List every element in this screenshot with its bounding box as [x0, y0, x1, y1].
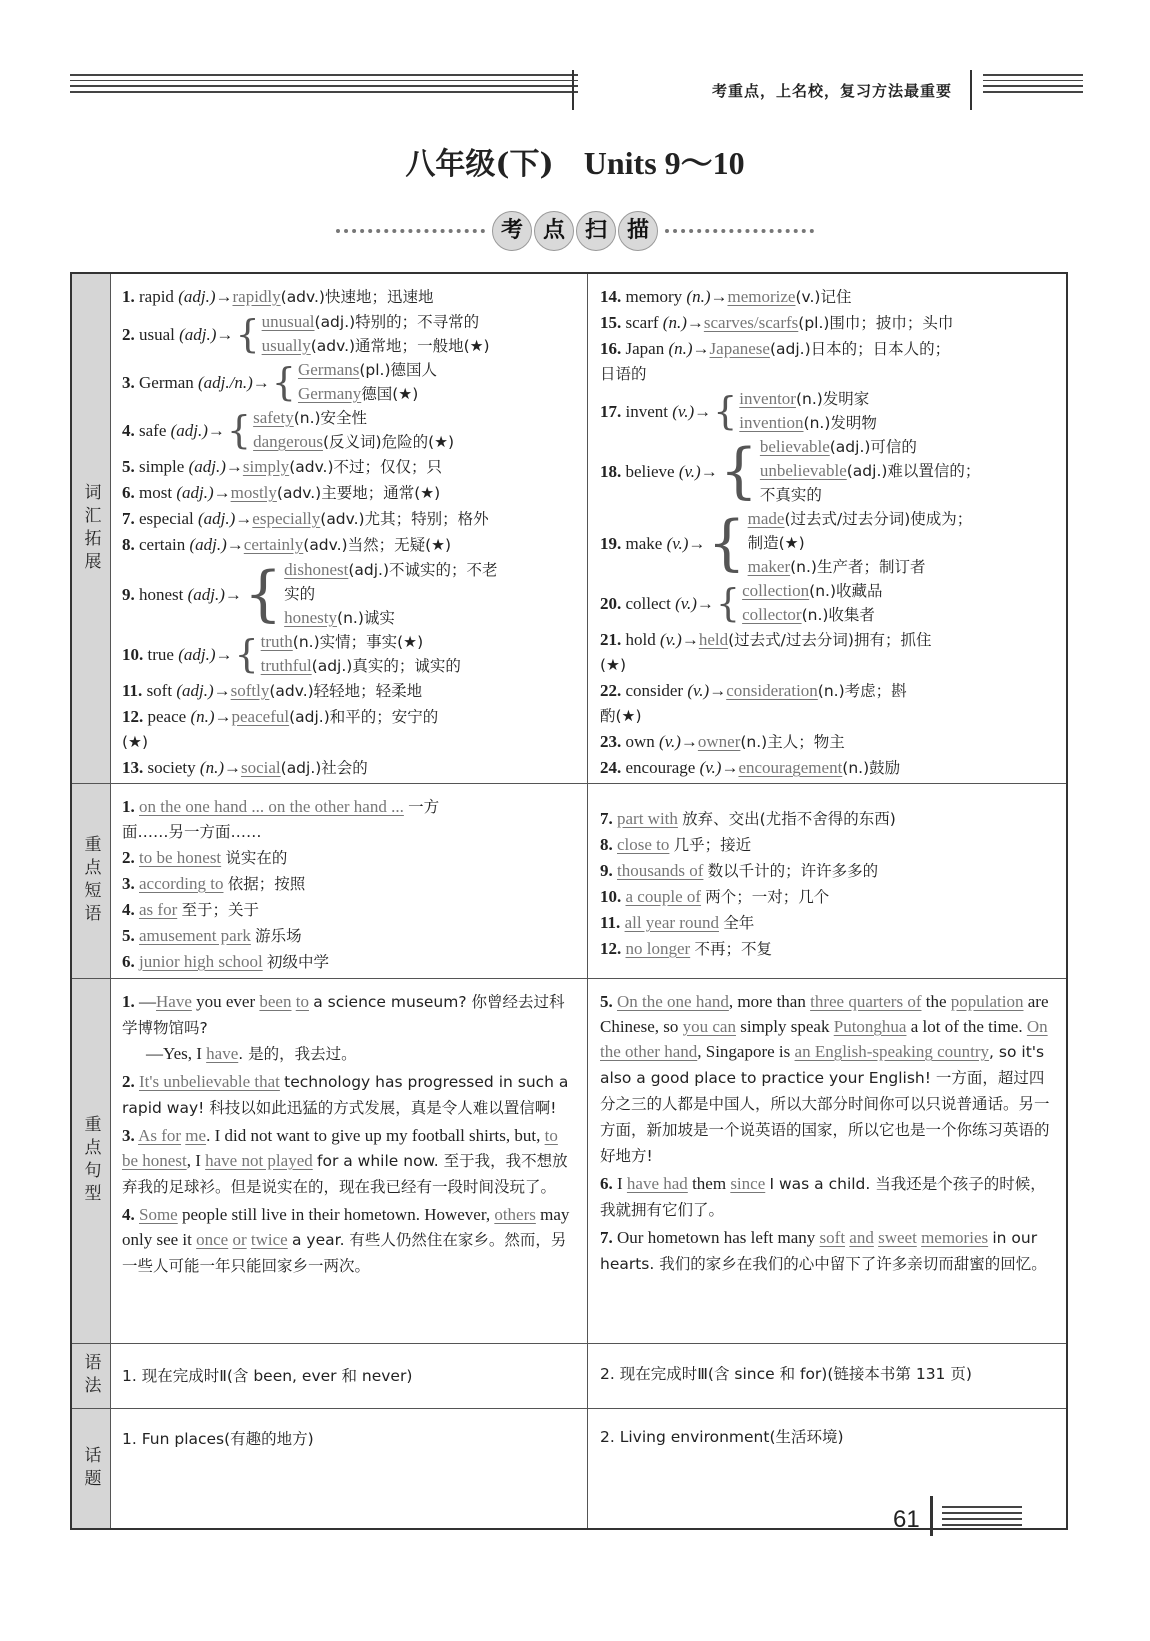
vocab-item: 22. consider (v.)→consideration(n.)考虑；斟: [600, 681, 907, 700]
phrases-right-col: [588, 784, 1066, 978]
phrase-item: 2. to be honest 说实在的: [122, 848, 288, 867]
phrase-item: 7. part with 放弃、交出(尤指不舍得的东西): [600, 809, 896, 828]
section-grammar: [72, 1344, 1066, 1409]
sentences-right-col: [588, 979, 1066, 1343]
sentence-item: 1. —Have you ever been to a science museum? 你曾经去过科学博物馆吗? —Yes, I have. 是的，我去过。: [122, 992, 565, 1063]
vocab-item-cont: (★): [122, 733, 148, 751]
vocab-item: 15. scarf (n.)→scarves/scarfs(pl.)围巾；披巾；头巾: [600, 313, 954, 332]
vocab-item: 3. German (adj./n.)→ { Germans(pl.)德国人 Germany德国(★): [122, 360, 438, 404]
header-slogan: 考重点，上名校，复习方法最重要: [712, 82, 953, 100]
topics-left: 1. Fun places(有趣的地方): [110, 1409, 588, 1528]
banner-dots-right: [665, 229, 814, 233]
vocab-left-col: [110, 274, 588, 783]
header-rule-right: [983, 74, 1083, 97]
vocab-item: 12. peace (n.)→peaceful(adj.)和平的；安宁的: [122, 707, 439, 726]
vocab-item-cont: 日语的: [600, 365, 647, 383]
sentence-item: 5. On the one hand, more than three quarters of the population are Chinese, so you can simply speak Putonghua a lot of the time. On the other hand, Singapore is an English-speaking country, so it's also a good place to practice your English! 一方面，超过四分之三的人都是中国人，所以大部分时间你可以只说普通话。另一方面，新加坡是一个说英语的国家，所以它也是一个你练习英语的好地方!: [600, 992, 1050, 1165]
sentence-item: 2. It's unbelievable that technology has progressed in such a rapid way! 科技以如此迅猛的方式发展，真是令人难以置信啊!: [122, 1072, 569, 1117]
header-rule-left: [70, 74, 578, 97]
page-title: [0, 138, 1150, 184]
vocab-item: 7. especial (adj.)→especially(adv.)尤其；特别；格外: [122, 509, 489, 528]
sentence-item: 6. I have had them since I was a child. 当我还是个孩子的时候，我就拥有它们了。: [600, 1174, 1046, 1219]
phrase-item-cont: 面……另一方面……: [122, 823, 262, 841]
vocab-item: 1. rapid (adj.)→rapidly(adv.)快速地；迅速地: [122, 287, 434, 306]
vocab-item: 9. honest (adj.)→ { dishonest(adj.)不诚实的；不老 实的 honesty(n.)诚实: [122, 559, 498, 629]
vocab-item: 24. encourage (v.)→encouragement(n.)鼓励: [600, 758, 901, 777]
sentence-item: 7. Our hometown has left many soft and sweet memories in our hearts. 我们的家乡在我们的心中留下了许多亲切而甜蜜的回忆。: [600, 1228, 1047, 1273]
title-en: Units 9～10: [583, 145, 745, 181]
page-number: 61: [893, 1506, 920, 1533]
vocab-item: 6. most (adj.)→mostly(adv.)主要地；通常(★): [122, 483, 441, 502]
section-banner: [330, 210, 820, 252]
title-cn: 八年级(下): [405, 147, 554, 182]
vocab-item: 17. invent (v.)→ { inventor(n.)发明家 invention(n.)发明物: [600, 389, 877, 433]
vocab-item-cont: 酌(★): [600, 707, 642, 725]
vocab-item: 19. make (v.)→ { made(过去式/过去分词)使成为； 制造(★) maker(n.)生产者；制订者: [600, 508, 973, 578]
section-vocab: [72, 274, 1066, 784]
phrase-item: 6. junior high school 初级中学: [122, 952, 329, 971]
vocab-item: 21. hold (v.)→held(过去式/过去分词)拥有；抓住: [600, 630, 932, 649]
phrase-item: 5. amusement park 游乐场: [122, 926, 302, 945]
header-divider-right: [970, 70, 972, 110]
footer-divider: [930, 1496, 933, 1536]
grammar-left: 1. 现在完成时Ⅱ(含 been, ever 和 never): [110, 1344, 588, 1408]
section-sentences: [72, 979, 1066, 1344]
sentence-item: 3. As for me. I did not want to give up my football shirts, but, to be honest, I have not played for a while now. 至于我，我不想放弃我的足球衫。但是说实在的，现在我已经有一段时间没玩了。: [122, 1126, 568, 1196]
sentence-item: 4. Some people still live in their hometown. However, others may only see it once or twice a year. 有些人仍然住在家乡。然而，另一些人可能一年只能回家乡一两次。: [122, 1205, 570, 1275]
vocab-item: 4. safe (adj.)→ { safety(n.)安全性 dangerous(反义词)危险的(★): [122, 408, 455, 452]
phrase-item: 8. close to 几乎；接近: [600, 835, 752, 854]
header-divider: [572, 70, 574, 110]
section-label: 重点句型: [72, 979, 111, 1343]
phrases-left-col: [110, 784, 588, 978]
section-label: 语法: [72, 1344, 111, 1408]
banner-char: 考: [492, 211, 532, 251]
vocab-item: 13. society (n.)→social(adj.)社会的: [122, 758, 368, 777]
topics-right: 2. Living environment(生活环境): [600, 1428, 844, 1446]
vocab-item: 10. true (adj.)→ { truth(n.)实情；事实(★) truthful(adj.)真实的；诚实的: [122, 632, 461, 676]
vocab-item: 16. Japan (n.)→Japanese(adj.)日本的；日本人的；: [600, 339, 951, 358]
section-phrases: [72, 784, 1066, 979]
grammar-right: 2. 现在完成时Ⅲ(含 since 和 for)(链接本书第 131 页): [600, 1365, 972, 1383]
vocab-item: 23. own (v.)→owner(n.)主人；物主: [600, 732, 845, 751]
vocab-item: 18. believe (v.)→ { believable(adj.)可信的 unbelievable(adj.)难以置信的； 不真实的: [600, 436, 981, 506]
phrase-item: 11. all year round 全年: [600, 913, 755, 932]
vocab-item-cont: (★): [600, 656, 626, 674]
vocab-item: 20. collect (v.)→ { collection(n.)收藏品 collector(n.)收集者: [600, 581, 883, 625]
vocab-item: 8. certain (adj.)→certainly(adv.)当然；无疑(★): [122, 535, 452, 554]
vocab-item: 2. usual (adj.)→ { unusual(adj.)特别的；不寻常的 usually(adv.)通常地；一般地(★): [122, 312, 490, 356]
section-label: 重点短语: [72, 784, 111, 978]
banner-char: 扫: [576, 211, 616, 251]
phrase-item: 3. according to 依据；按照: [122, 874, 306, 893]
phrase-item: 4. as for 至于；关于: [122, 900, 259, 919]
review-table: [70, 272, 1068, 1530]
footer-rule: [942, 1506, 1022, 1530]
vocab-item: 11. soft (adj.)→softly(adv.)轻轻地；轻柔地: [122, 681, 423, 700]
vocab-item: 5. simple (adj.)→simply(adv.)不过；仅仅；只: [122, 457, 443, 476]
phrase-item: 10. a couple of 两个；一对；几个: [600, 887, 830, 906]
phrase-item: 9. thousands of 数以千计的；许许多多的: [600, 861, 879, 880]
vocab-right-col: [588, 274, 1066, 783]
phrase-item: 1. on the one hand ... on the other hand ... 一方: [122, 797, 440, 816]
phrase-item: 12. no longer 不再；不复: [600, 939, 772, 958]
banner-char: 描: [618, 211, 658, 251]
vocab-item: 14. memory (n.)→memorize(v.)记住: [600, 287, 852, 306]
banner-char: 点: [534, 211, 574, 251]
section-label: 话题: [72, 1409, 111, 1528]
section-label: 词汇拓展: [72, 274, 111, 783]
sentences-left-col: [110, 979, 588, 1343]
banner-dots-left: [336, 229, 485, 233]
